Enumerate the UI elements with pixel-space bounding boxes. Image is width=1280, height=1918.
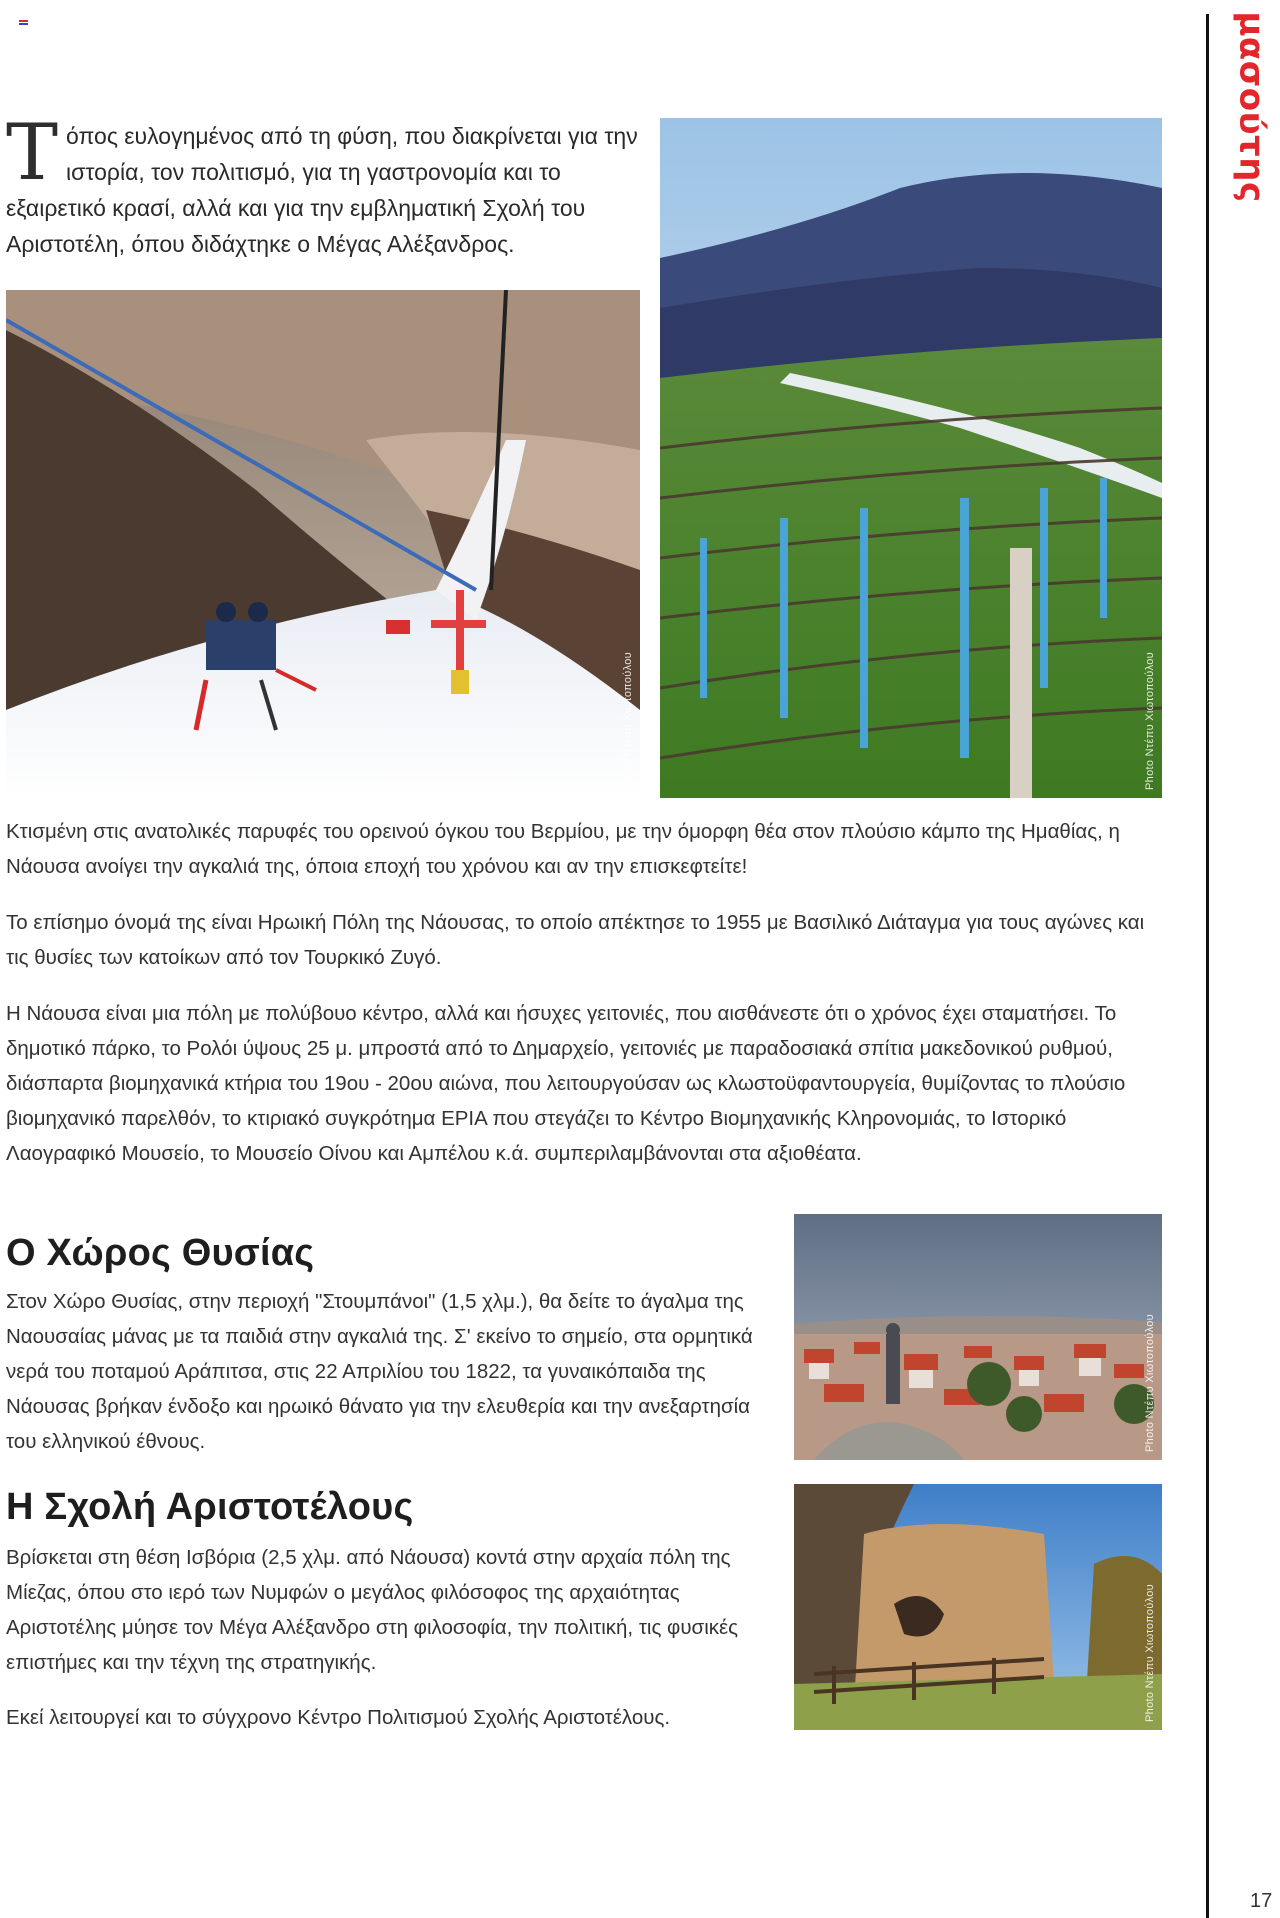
paragraph-culture-center: Εκεί λειτουργεί και το σύγχρονο Κέντρο Πολιτισμού Σχολής Αριστοτέλους.: [6, 1706, 671, 1729]
heading-aristotle-school: Η Σχολή Αριστοτέλους: [6, 1486, 414, 1528]
paragraph-city-sights: Η Νάουσα είναι μια πόλη με πολύβουο κέντρο, αλλά και ήσυχες γειτονιές, που αισθάνεστε ότι ο χρόνος έχει σταματήσει. Το δημοτικό πάρκο, το Ρολόι ύψους 25 μ. μπροστά από το Δημαρχείο, γειτονιές με παραδοσιακά σπίτια μακεδονικού ρυθμού, διάσπαρτα βιομηχανικά κτήρια του 19ου - 20ου αιώνα, που λειτουργούσαν ως κλωστοϋφαντουργεία, θυμίζοντας το πλούσιο βιομηχανικό παρελθόν, το κτιριακό συγκρότημα ΕΡΙΑ που στεγάζει το Κέντρο Βιομηχανικής Κληρονομιάς, το Ιστορικό Λαογραφικό Μουσείο, το Μουσείο Οίνου και Αμπέλου κ.ά. συμπεριλαμβάνονται στα αξιοθέατα.: [6, 1002, 1126, 1165]
drop-cap: Τ: [6, 108, 59, 198]
sacrifice-site-photo: [794, 1214, 1162, 1460]
paragraph-sacrifice-site: Στον Χώρο Θυσίας, στην περιοχή "Στουμπάνοι" (1,5 χλμ.), θα δείτε το άγαλμα της Ναουσαίας μάνας με τα παιδιά στην αγκαλιά της. Σ' εκείνο το σημείο, στα ορμητικά νερά του ποταμού Αράπιτσα, στις 22 Απριλίου του 1822, τα γυναικόπαιδα της Νάουσας βρήκαν ένδοξο και ηρωικό θάνατο για την ελευθερία και την ανεξαρτησία του ελληνικού έθνους.: [6, 1290, 753, 1453]
sacrifice-site-image: [794, 1214, 1162, 1460]
flag-icon: [19, 20, 28, 27]
paragraph-official-name: Το επίσημο όνομά της είναι Ηρωική Πόλη της Νάουσας, το οποίο απέκτησε το 1955 με Βασιλικό Διάταγμα για τους αγώνες και τις θυσίες των κατοίκων από τον Τουρκικό Ζυγό.: [6, 911, 1145, 969]
aristotle-school-image: [794, 1484, 1162, 1730]
vineyard-photo: [660, 118, 1162, 798]
ski-photo-credit: Photo Ντέπυ Χιωτοπούλου: [622, 652, 634, 790]
heading-sacrifice-site: Ο Χώρος Θυσίας: [6, 1232, 315, 1274]
intro-text: όπος ευλογημένος από τη φύση, που διακρίνεται για την ιστορία, τον πολιτισμό, για τη γαστρονομία και το εξαιρετικό κρασί, αλλά και για την εμβληματική Σχολή του Αριστοτέλη, όπου διδάχτηκε ο Μέγας Αλέξανδρος.: [6, 123, 638, 257]
vineyard-photo-credit: Photo Ντέπυ Χιωτοπούλου: [1144, 652, 1156, 790]
page-number: 17: [1250, 1890, 1273, 1912]
paragraph-location: Κτισμένη στις ανατολικές παρυφές του ορεινού όγκου του Βερμίου, με την όμορφη θέα στον πλούσιο κάμπο της Ημαθίας, η Νάουσα ανοίγει την αγκαλιά της, όποια εποχή του χρόνου και αν την επισκεφτείτε!: [6, 820, 1120, 878]
sacrifice-photo-credit: Photo Ντέπυ Χιωτοπούλου: [1144, 1314, 1156, 1452]
intro-paragraph: [6, 108, 646, 262]
paragraph-aristotle-school: Βρίσκεται στη θέση Ισβόρια (2,5 χλμ. από Νάουσα) κοντά στην αρχαία πόλη της Μίεζας, όπου στο ιερό των Νυμφών ο μεγάλος φιλόσοφος της αρχαιότητας Αριστοτέλης μύησε τον Μέγα Αλέξανδρο στη φιλοσοφία, την πολιτική, τις φυσικές επιστήμες και την τέχνη της στρατηγικής.: [6, 1546, 739, 1674]
brand-wordmark: μασούτης: [1232, 11, 1273, 203]
ski-lift-photo: [6, 290, 640, 798]
vertical-divider: [1206, 14, 1209, 1918]
school-photo-credit: Photo Ντέπυ Χιωτοπούλου: [1144, 1584, 1156, 1722]
ski-lift-image: [6, 290, 640, 798]
brand-logo: [1232, 12, 1272, 202]
aristotle-school-photo: [794, 1484, 1162, 1730]
vineyard-image: [660, 118, 1162, 798]
